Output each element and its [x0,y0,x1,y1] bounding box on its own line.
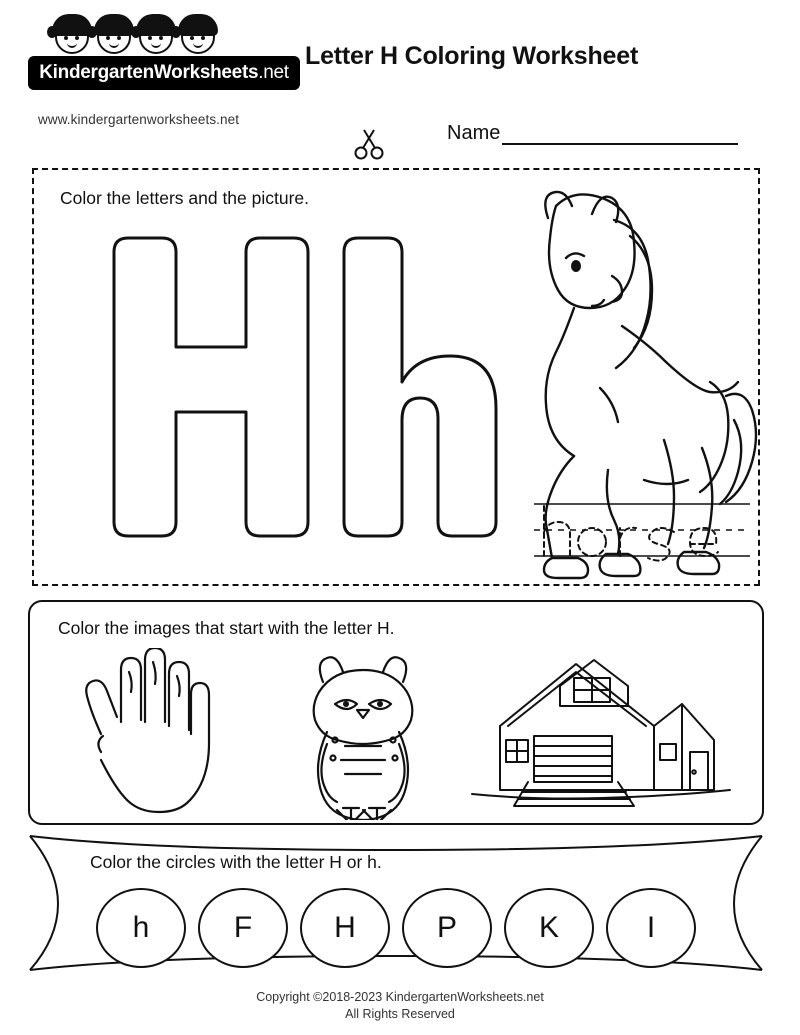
page-title: Letter H Coloring Worksheet [305,42,639,70]
section-color-circles [28,830,764,980]
site-logo[interactable] [28,12,298,90]
logo-text-part2: Worksheets [153,62,259,83]
letter-circle[interactable]: P [402,888,492,968]
logo-text-part3: .net [258,62,289,83]
kid-face-1 [50,12,94,60]
letter-circle[interactable]: h [96,888,186,968]
letter-circle[interactable]: H [300,888,390,968]
house-image[interactable] [468,648,733,813]
section-identify-images [28,600,764,825]
logo-kids-illustration [50,12,280,60]
page-footer [0,989,800,1023]
hand-image[interactable] [73,648,223,818]
name-field[interactable] [447,122,738,145]
name-blank-line[interactable] [502,125,738,145]
letter-circles [28,888,764,970]
page-header [0,0,800,165]
kid-face-2 [92,12,136,60]
letter-circle[interactable]: F [198,888,288,968]
owl-image[interactable] [293,648,433,820]
letter-circle[interactable]: I [606,888,696,968]
site-url: www.kindergartenworksheets.net [38,112,240,127]
section-color-letters [32,168,760,586]
letter-circle[interactable]: K [504,888,594,968]
section2-images [28,648,764,820]
horse-traced-word[interactable] [534,500,750,562]
section2-instruction: Color the images that start with the letter H. [58,618,395,638]
logo-wordmark[interactable] [28,56,300,90]
scissors-icon [350,126,388,160]
letter-outlines[interactable] [94,222,514,562]
kid-face-4 [176,12,220,60]
footer-rights: All Rights Reserved [345,1007,455,1021]
name-label: Name [447,122,501,144]
kid-face-3 [134,12,178,60]
section1-instruction: Color the letters and the picture. [60,188,310,208]
section3-instruction: Color the circles with the letter H or h. [90,852,382,872]
footer-copyright: Copyright ©2018-2023 KindergartenWorksheets.net [256,990,544,1004]
logo-text-part1: Kindergarten [39,62,154,83]
